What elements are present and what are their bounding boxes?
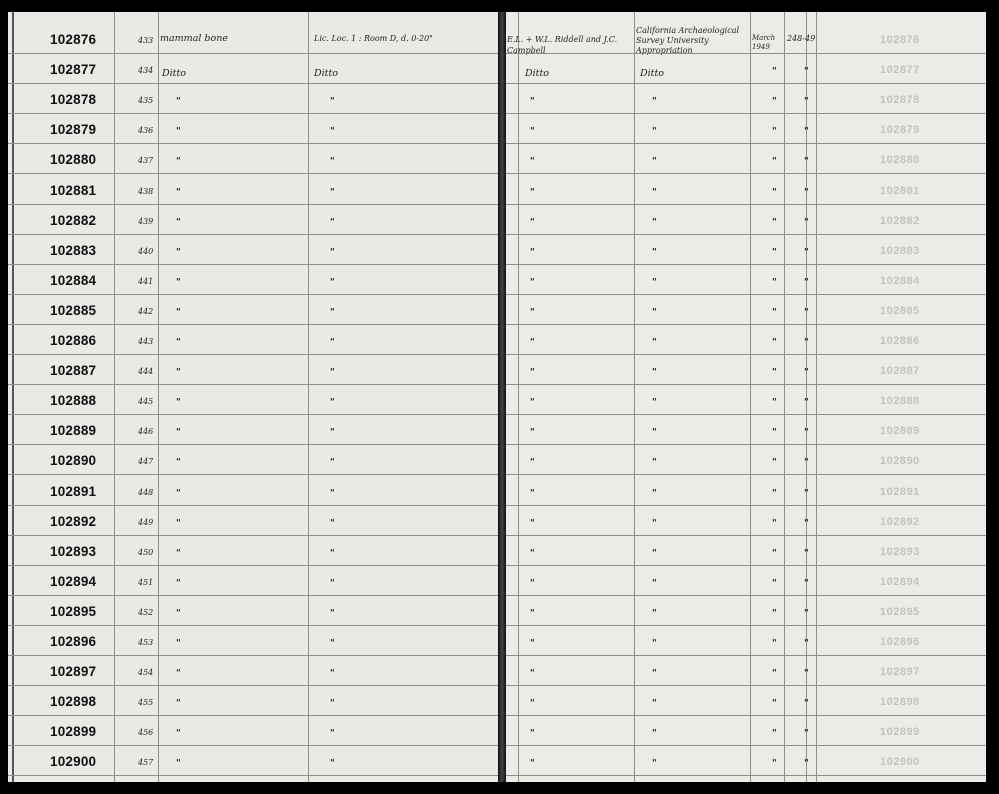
ditto-mark: " [804,579,809,589]
ditto-mark: " [804,549,809,559]
ditto-mark: " [330,428,335,438]
catalog-number: 102883 [50,243,97,258]
catalog-number: 102884 [50,273,97,288]
ditto-mark: " [330,308,335,318]
field-number: 444 [138,367,154,376]
ditto-mark: " [530,669,535,679]
accession-text: 248-49 [787,34,816,43]
ditto-mark: " [530,248,535,258]
ditto-mark: " [330,699,335,709]
bleed-through-number: 102900 [880,756,920,768]
ditto-mark: " [804,639,809,649]
bleed-through-number: 102896 [880,636,920,648]
ditto-mark: " [652,97,657,107]
catalog-number: 102878 [50,92,97,107]
bleed-through-number: 102879 [880,124,920,136]
bleed-through-number: 102888 [880,395,920,407]
catalog-number: 102895 [50,604,97,619]
ditto-mark: " [530,759,535,769]
catalog-number: 102888 [50,393,97,408]
ditto-mark: " [772,489,777,499]
ditto-mark: " [530,489,535,499]
field-number: 441 [138,277,154,286]
ditto-mark: " [176,278,181,288]
ditto-mark: " [652,729,657,739]
bleed-through-number: 102892 [880,516,920,528]
ditto-mark: " [804,669,809,679]
ditto-mark: " [772,669,777,679]
row-rule [506,384,986,385]
row-rule [8,264,498,265]
bleed-through-number: 102890 [880,455,920,467]
ditto-mark: " [330,278,335,288]
bleed-through-number: 102893 [880,546,920,558]
ditto-mark: " [176,489,181,499]
row-rule [506,685,986,686]
collector-text: E.L. + W.L. Riddell and J.C. Campbell [507,35,618,55]
ditto-mark: " [330,97,335,107]
row-rule [506,204,986,205]
ditto-mark: " [330,639,335,649]
ditto-mark: " [772,368,777,378]
column-divider [308,12,309,782]
ditto-mark: " [330,669,335,679]
ditto-mark: " [530,398,535,408]
bleed-through-number: 102885 [880,305,920,317]
ditto-mark: " [804,67,809,77]
ditto-mark: " [530,458,535,468]
bleed-through-number: 102877 [880,64,920,76]
ditto-mark: " [652,489,657,499]
bleed-through-number: 102889 [880,425,920,437]
ditto-mark: " [804,489,809,499]
ditto-mark: " [330,157,335,167]
ditto-mark: " [652,458,657,468]
ditto-mark: " [772,188,777,198]
ditto-mark: " [530,519,535,529]
bleed-through-number: 102898 [880,696,920,708]
field-number: 454 [138,668,154,677]
field-number: 449 [138,518,154,527]
ditto-mark: " [530,729,535,739]
ditto-mark: " [652,188,657,198]
ditto-mark: " [330,248,335,258]
ditto-mark: " [530,549,535,559]
ditto-mark: " [176,669,181,679]
ditto-mark: " [330,549,335,559]
row-rule [506,595,986,596]
ditto-collector: Ditto [525,68,550,79]
field-number: 452 [138,608,154,617]
ditto-mark: " [330,579,335,589]
ditto-mark: " [330,188,335,198]
bleed-through-number: 102878 [880,94,920,106]
field-number: 450 [138,548,154,557]
field-number: 455 [138,698,154,707]
ditto-mark: " [772,157,777,167]
field-number: 453 [138,638,154,647]
ditto-mark: " [772,579,777,589]
ditto-mark: " [772,308,777,318]
page-edge-line [12,12,14,782]
catalog-number: 102881 [50,183,97,198]
row-rule [506,565,986,566]
ditto-mark: " [330,338,335,348]
ditto-mark: " [804,308,809,318]
ditto-mark: " [804,97,809,107]
bleed-through-number: 102895 [880,606,920,618]
ditto-mark: " [176,639,181,649]
ditto-mark: " [804,759,809,769]
ditto-mark: " [530,428,535,438]
ditto-mark: " [530,188,535,198]
ditto-mark: " [530,308,535,318]
ditto-mark: " [652,248,657,258]
field-number: 456 [138,728,154,737]
ditto-mark: " [804,729,809,739]
ditto-mark: " [804,248,809,258]
row-rule [506,173,986,174]
field-number: 445 [138,397,154,406]
row-rule [8,715,498,716]
row-rule [506,474,986,475]
ditto-mark: " [652,308,657,318]
field-number: 433 [138,36,154,45]
ditto-description: Ditto [162,68,187,79]
row-rule [8,53,498,54]
ditto-mark: " [330,218,335,228]
row-rule [506,264,986,265]
ditto-mark: " [772,398,777,408]
catalog-number: 102885 [50,303,97,318]
row-rule [8,685,498,686]
row-rule [8,565,498,566]
ditto-mark: " [530,218,535,228]
ditto-mark: " [772,97,777,107]
ditto-mark: " [530,368,535,378]
row-rule [506,655,986,656]
catalog-number: 102899 [50,724,97,739]
ditto-mark: " [804,278,809,288]
ditto-mark: " [652,639,657,649]
catalog-number: 102882 [50,213,97,228]
row-rule [506,745,986,746]
ditto-mark: " [772,458,777,468]
ditto-mark: " [804,428,809,438]
bleed-through-number: 102894 [880,576,920,588]
ditto-mark: " [772,699,777,709]
ditto-mark: " [652,759,657,769]
row-rule [8,234,498,235]
ditto-mark: " [530,609,535,619]
ditto-mark: " [176,729,181,739]
ditto-mark: " [804,127,809,137]
row-rule [8,384,498,385]
ditto-mark: " [804,368,809,378]
ditto-mark: " [772,519,777,529]
row-rule [8,535,498,536]
row-rule [506,535,986,536]
ditto-mark: " [772,759,777,769]
catalog-number: 102900 [50,754,97,769]
row-rule [8,505,498,506]
ditto-mark: " [772,609,777,619]
catalog-number: 102887 [50,363,97,378]
bleed-through-number: 102881 [880,185,920,197]
ditto-mark: " [330,398,335,408]
row-rule [8,444,498,445]
row-rule [506,113,986,114]
field-number: 436 [138,126,154,135]
source-text: California Archaeological Survey University Appropriation [636,26,740,55]
ditto-mark: " [176,248,181,258]
ditto-mark: " [652,127,657,137]
bleed-through-number: 102880 [880,154,920,166]
ditto-mark: " [652,609,657,619]
field-number: 451 [138,578,154,587]
ditto-mark: " [176,338,181,348]
ditto-mark: " [176,759,181,769]
ditto-mark: " [530,699,535,709]
row-rule [506,414,986,415]
ditto-mark: " [772,729,777,739]
row-rule [8,83,498,84]
field-number: 437 [138,156,154,165]
catalog-number: 102877 [50,62,97,77]
ditto-mark: " [330,729,335,739]
row-rule [8,173,498,174]
bleed-through-number: 102883 [880,245,920,257]
ditto-mark: " [530,97,535,107]
locality-text: Lic. Loc. 1 : Room D, d. 0-20" [314,34,433,43]
ditto-source: Ditto [640,68,665,79]
field-number: 448 [138,488,154,497]
column-divider [750,12,751,782]
ditto-mark: " [804,188,809,198]
ditto-mark: " [330,489,335,499]
bleed-through-number: 102897 [880,666,920,678]
bleed-through-number: 102876 [880,34,920,46]
row-rule [8,655,498,656]
row-rule [8,595,498,596]
date-text: March 1949 [752,34,776,51]
row-rule [8,113,498,114]
ditto-mark: " [530,338,535,348]
ditto-mark: " [652,218,657,228]
ditto-mark: " [530,127,535,137]
column-divider [816,12,817,782]
row-rule [506,775,986,776]
ditto-mark: " [772,248,777,258]
row-rule [506,505,986,506]
catalog-number: 102880 [50,152,97,167]
catalog-number: 102889 [50,423,97,438]
catalog-number: 102886 [50,333,97,348]
row-rule [506,53,986,54]
ditto-mark: " [652,368,657,378]
ditto-mark: " [176,398,181,408]
ditto-mark: " [330,127,335,137]
field-number: 440 [138,247,154,256]
bleed-through-number: 102882 [880,215,920,227]
ditto-mark: " [530,278,535,288]
row-rule [8,294,498,295]
ditto-mark: " [772,639,777,649]
ditto-mark: " [652,519,657,529]
row-rule [506,324,986,325]
catalog-number: 102891 [50,484,97,499]
ditto-mark: " [176,218,181,228]
ditto-mark: " [804,519,809,529]
row-rule [506,83,986,84]
field-number: 447 [138,457,154,466]
ditto-mark: " [804,338,809,348]
ditto-mark: " [772,218,777,228]
ditto-mark: " [176,428,181,438]
row-rule [8,143,498,144]
ditto-mark: " [530,639,535,649]
row-rule [506,234,986,235]
ditto-mark: " [176,127,181,137]
field-number: 439 [138,217,154,226]
field-number: 446 [138,427,154,436]
ditto-mark: " [804,609,809,619]
book-gutter [498,12,506,782]
ditto-mark: " [176,368,181,378]
ditto-mark: " [652,157,657,167]
column-divider [114,12,115,782]
catalog-number: 102896 [50,634,97,649]
ditto-mark: " [772,127,777,137]
ditto-mark: " [530,579,535,589]
catalog-number: 102894 [50,574,97,589]
row-rule [506,625,986,626]
ditto-mark: " [176,519,181,529]
catalog-number: 102879 [50,122,97,137]
ditto-mark: " [804,218,809,228]
ditto-mark: " [804,699,809,709]
column-divider [634,12,635,782]
bleed-through-number: 102899 [880,726,920,738]
ditto-mark: " [652,669,657,679]
ditto-mark: " [176,609,181,619]
row-rule [8,775,498,776]
ditto-mark: " [176,579,181,589]
ditto-mark: " [652,398,657,408]
ditto-mark: " [652,278,657,288]
field-number: 443 [138,337,154,346]
catalog-number: 102890 [50,453,97,468]
field-number: 442 [138,307,154,316]
ditto-mark: " [176,308,181,318]
column-divider [158,12,159,782]
ditto-mark: " [772,549,777,559]
ditto-mark: " [176,188,181,198]
row-rule [506,143,986,144]
row-rule [506,715,986,716]
column-divider [518,12,519,782]
field-number: 435 [138,96,154,105]
ditto-mark: " [772,278,777,288]
bleed-through-number: 102886 [880,335,920,347]
catalog-number: 102892 [50,514,97,529]
bleed-through-number: 102891 [880,486,920,498]
ditto-mark: " [652,428,657,438]
field-number: 438 [138,187,154,196]
description-text: mammal bone [160,33,228,44]
ditto-mark: " [652,338,657,348]
ditto-mark: " [804,398,809,408]
catalog-number: 102897 [50,664,97,679]
ditto-mark: " [176,458,181,468]
column-divider [784,12,785,782]
ditto-locality: Ditto [314,68,339,79]
bleed-through-number: 102887 [880,365,920,377]
ditto-mark: " [530,157,535,167]
ditto-mark: " [330,759,335,769]
row-rule [8,324,498,325]
ditto-mark: " [772,428,777,438]
ditto-mark: " [804,458,809,468]
row-rule [506,444,986,445]
ditto-mark: " [772,338,777,348]
ditto-mark: " [176,97,181,107]
ditto-mark: " [176,699,181,709]
field-number: 457 [138,758,154,767]
ditto-mark: " [330,609,335,619]
catalog-number: 102876 [50,32,97,47]
row-rule [506,354,986,355]
ditto-mark: " [176,549,181,559]
row-rule [8,414,498,415]
ditto-mark: " [652,579,657,589]
ditto-mark: " [652,549,657,559]
ditto-mark: " [176,157,181,167]
row-rule [8,745,498,746]
row-rule [506,294,986,295]
row-rule [8,625,498,626]
row-rule [8,354,498,355]
ditto-mark: " [330,368,335,378]
ditto-mark: " [772,67,777,77]
bleed-through-number: 102884 [880,275,920,287]
row-rule [8,474,498,475]
field-number: 434 [138,66,154,75]
ditto-mark: " [330,519,335,529]
ditto-mark: " [652,699,657,709]
catalog-number: 102898 [50,694,97,709]
catalog-number: 102893 [50,544,97,559]
ditto-mark: " [804,157,809,167]
ditto-mark: " [330,458,335,468]
row-rule [8,204,498,205]
